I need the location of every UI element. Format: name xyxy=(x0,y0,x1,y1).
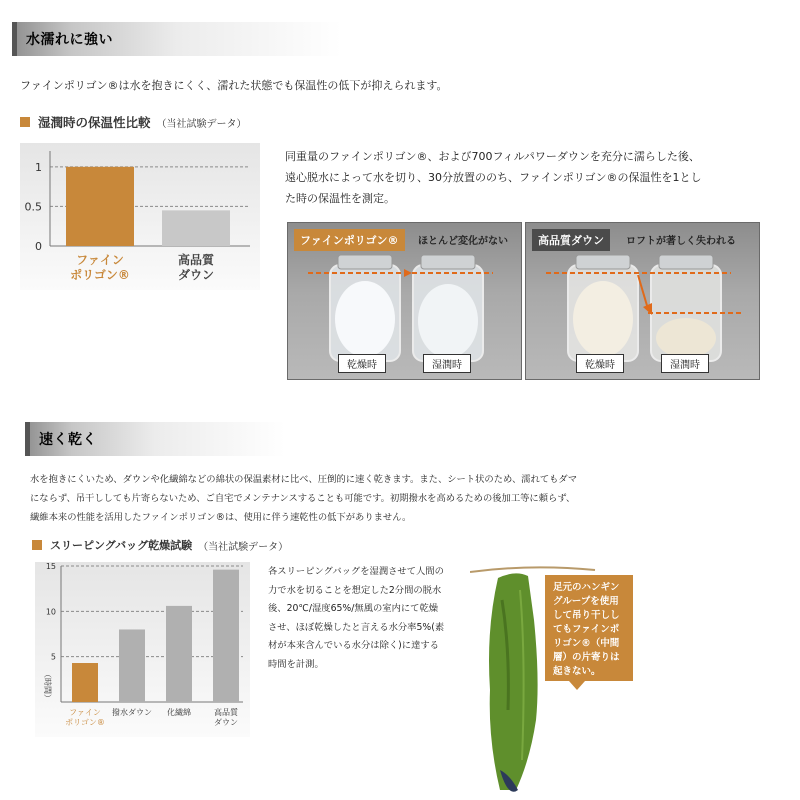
callout-hanging-loop xyxy=(545,575,633,681)
description-line: 後、20℃/湿度65%/無風の室内にて乾燥 xyxy=(268,603,439,614)
subheading-note: （当社試験データ） xyxy=(198,541,289,553)
y-tick-label: 1 xyxy=(35,160,42,174)
subheading-label: 湿潤時の保温性比較 xyxy=(38,115,151,130)
photo-note: ほとんど変化がない xyxy=(418,236,508,247)
x-tick-label: ファイン xyxy=(76,253,124,267)
subheading-note: （当社試験データ） xyxy=(156,118,247,130)
callout-line: 層）の片寄りは xyxy=(553,652,620,663)
tag-wet: 湿潤時 xyxy=(661,354,709,373)
x-tick-label: 高品質 xyxy=(177,253,215,267)
description-line: た時の保温性を測定。 xyxy=(285,192,395,205)
description-line: 各スリーピングバッグを湿潤させて人間の xyxy=(268,566,444,577)
bar xyxy=(162,210,230,246)
intro-line: にならず、吊干ししても片寄らないため、ご自宅でメンテナンスすることも可能です。初期撥水を高めるための後加工等に頼らず、 xyxy=(30,493,576,504)
y-axis-label: （時間） xyxy=(43,670,52,702)
callout-line: リゴン®（中間 xyxy=(553,638,620,649)
x-tick-label: ポリゴン® xyxy=(65,718,105,727)
test-description xyxy=(285,146,702,209)
subheading-label: スリーピングバッグ乾燥試験 xyxy=(50,539,193,552)
subheading-wet-warmth xyxy=(20,113,247,131)
x-tick-label: ファイン xyxy=(69,708,101,717)
callout-line: して吊り干しし xyxy=(553,610,620,621)
intro-line: 水を抱きにくいため、ダウンや化繊綿などの綿状の保温素材に比べ、圧倒的に速く乾きます。また、シート状のため、濡れてもダマ xyxy=(30,474,578,485)
jar-wet-icon xyxy=(651,255,721,361)
callout-line: 足元のハンギン xyxy=(553,582,620,593)
section-header-quick-dry xyxy=(25,422,285,456)
y-tick-label: 5 xyxy=(50,652,56,662)
y-tick-label: 15 xyxy=(45,562,56,571)
y-tick-label: 0.5 xyxy=(24,200,42,214)
chart-drying-test xyxy=(35,562,250,737)
sleeping-bag-icon xyxy=(489,573,538,791)
jar-dry-icon xyxy=(330,255,400,361)
photo-label: ファインポリゴン® xyxy=(294,229,405,251)
jar-wet-icon xyxy=(413,255,483,361)
description-line: 同重量のファインポリゴン®、および700フィルパワーダウンを充分に濡らした後、 xyxy=(285,150,700,163)
y-tick-label: 10 xyxy=(45,607,56,617)
photo-down-jars xyxy=(525,222,760,380)
description-line: 材が本来含んでいる水分は除く)に達する xyxy=(268,640,439,651)
square-bullet-icon xyxy=(32,540,42,550)
subheading-drying-test xyxy=(32,537,288,553)
bar xyxy=(213,570,239,702)
description-line: 時間を計測。 xyxy=(268,658,324,670)
bar xyxy=(166,606,192,702)
chart-wet-warmth-svg xyxy=(20,143,260,290)
photo-label: 高品質ダウン xyxy=(532,229,610,251)
tag-dry: 乾燥時 xyxy=(338,354,386,373)
description-line: 力で水を切ることを想定した2分間の脱水 xyxy=(268,584,442,596)
tag-dry: 乾燥時 xyxy=(576,354,624,373)
callout-line: てもファインポ xyxy=(553,624,620,635)
bar xyxy=(66,167,134,246)
callout-line: グループを使用 xyxy=(553,596,619,607)
photo-finepolygon-jars xyxy=(287,222,522,380)
y-tick-label: 0 xyxy=(35,240,42,253)
chart-wet-warmth xyxy=(20,143,260,290)
section-intro xyxy=(30,470,577,527)
photo-note: ロフトが著しく失われる xyxy=(626,236,736,247)
section-header-water xyxy=(12,22,342,56)
x-tick-label: ダウン xyxy=(177,268,215,282)
hanging-line-icon xyxy=(470,567,595,572)
section-intro: ファインポリゴン®は水を抱きにくく、濡れた状態でも保温性の低下が抑えられます。 xyxy=(20,79,448,92)
intro-line: 繊維本来の性能を活用したファインポリゴン®は、使用に伴う速乾性の低下がありません。 xyxy=(30,512,412,523)
x-tick-label: 高品質 xyxy=(214,708,238,717)
x-tick-label: 化繊綿 xyxy=(167,708,191,717)
drying-test-description xyxy=(268,563,444,674)
description-line: 遠心脱水によって水を切り、30分放置ののち、ファインポリゴン®の保温性を1とし xyxy=(285,171,702,184)
callout-line: 起きない。 xyxy=(553,666,601,677)
description-line: させ、ほぼ乾燥したと言える水分率5%(素 xyxy=(268,621,445,633)
chart-drying-test-svg xyxy=(35,562,250,737)
tag-wet: 湿潤時 xyxy=(423,354,471,373)
x-tick-label: ダウン xyxy=(214,718,238,727)
x-tick-label: ポリゴン® xyxy=(70,268,130,282)
jar-dry-icon xyxy=(568,255,638,361)
bar xyxy=(119,629,145,702)
x-tick-label: 撥水ダウン xyxy=(112,708,152,717)
section-title: 速く乾く xyxy=(39,432,97,448)
section-title: 水濡れに強い xyxy=(26,32,113,48)
bar xyxy=(72,663,98,702)
square-bullet-icon xyxy=(20,117,30,127)
